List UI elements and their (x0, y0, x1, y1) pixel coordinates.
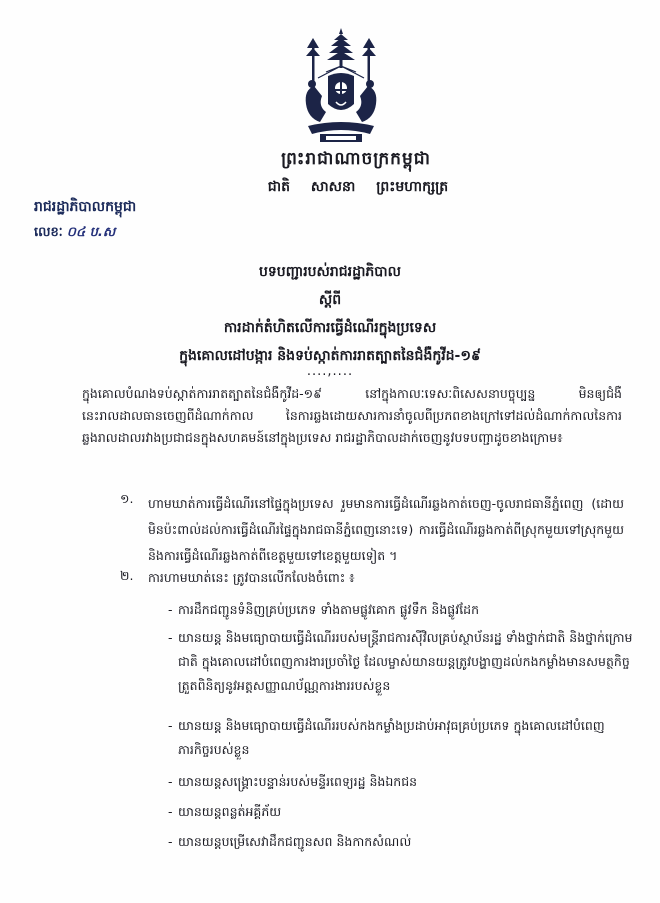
exemption-text: យានយន្ត និងមធ្យោបាយធ្វើដំណើររបស់មន្ត្រីរាជការស៊ីវិលគ្រប់ស្ថាប័នរដ្ឋ ទាំងថ្នាក់ជាតិ និងថ្នាក់ក្រោមជាតិ ក្នុងគោលដៅបំពេញការងារប្រចាំថ្ងៃ ដែលម្ចាស់យានយន្តត្រូវបង្ហាញដល់កងកម្លាំងមានសមត្ថកិច្ចត្រួតពិនិត្យនូវអត្តសញ្ញាណប័ណ្ណការងាររបស់ខ្លួន (178, 630, 633, 693)
exemption-text: យានយន្តពន្លត់អគ្គីភ័យ (178, 804, 282, 819)
exemption-bullet: - យានយន្តបម្រើសេវាដឹកជញ្ជូនសព និងកាកសំណល់ (168, 830, 634, 854)
exemption-bullet: - យានយន្តសង្គ្រោះបន្ទាន់របស់មន្ទីរពេទ្យរដ្ឋ និងឯកជន (168, 770, 634, 794)
royal-coat-of-arms-emblem (298, 26, 384, 148)
item-2-text: ការហាមឃាត់នេះ ត្រូវបានលើកលែងចំពោះ ៖ (148, 570, 355, 585)
issuing-organization: រាជរដ្ឋាភិបាលកម្ពុជា (34, 199, 137, 215)
item-1-text: ហាមឃាត់ការធ្វើដំណើរនៅផ្ទៃក្នុងប្រទេស រួមមានការធ្វើដំណើរឆ្លងកាត់ចេញ-ចូលរាជធានីភ្នំពេញ (ដោយមិនប៉ះពាល់ដល់ការធ្វើដំណើរផ្ទៃក្នុងរាជធានីភ្នំពេញនោះទេ) ការធ្វើដំណើរឆ្លងកាត់ពីស្រុកមួយទៅស្រុកមួយ និងការធ្វើដំណើរឆ្លងកាត់ពីខេត្តមួយទៅខេត្តមួយទៀត ។ (148, 496, 624, 563)
item-number-2: ២. (120, 568, 134, 583)
exemption-text: យានយន្ត និងមធ្យោបាយធ្វើដំណើររបស់កងកម្លាំងប្រដាប់អាវុធគ្រប់ប្រភេទ ក្នុងគោលដៅបំពេញភារកិច្ចរបស់ខ្លួន (178, 718, 605, 757)
exemption-bullet: - ការដឹកជញ្ជូនទំនិញគ្រប់ប្រភេទ ទាំងតាមផ្លូវគោក ផ្លូវទឹក និងផ្លូវដែក (168, 598, 634, 622)
title-separator: ....,.... (306, 364, 354, 379)
document-title: បទបញ្ជារបស់រាជរដ្ឋាភិបាល (259, 264, 401, 280)
document-subject-purpose: ក្នុងគោលដៅបង្ការ និងទប់ស្កាត់ការរាតត្បាតនៃជំងឺកូវីដ-១៩ (179, 348, 481, 364)
document-subject-label: ស្តីពី (318, 292, 342, 308)
exemption-bullet: - យានយន្តពន្លត់អគ្គីភ័យ (168, 800, 634, 824)
reference-label: លេខៈ (34, 225, 63, 240)
document-subject: ការដាក់តំហិតលើការធ្វើដំណើរក្នុងប្រទេស (223, 320, 437, 336)
reference-number (34, 224, 115, 243)
item-number-1: ១. (120, 491, 134, 506)
national-motto: ជាតិ សាសនា ព្រះមហាក្សត្រ (267, 179, 449, 195)
exemption-text: យានយន្តបម្រើសេវាដឹកជញ្ជូនសព និងកាកសំណល់ (178, 834, 412, 849)
kingdom-title: ព្រះរាជាណាចក្រកម្ពុជា (281, 149, 431, 169)
exemption-bullet: - យានយន្ត និងមធ្យោបាយធ្វើដំណើររបស់កងកម្លាំងប្រដាប់អាវុធគ្រប់ប្រភេទ ក្នុងគោលដៅបំពេញភារកិច្ចរបស់ខ្លួន (168, 714, 634, 762)
exemption-bullet: - យានយន្ត និងមធ្យោបាយធ្វើដំណើររបស់មន្ត្រីរាជការស៊ីវិលគ្រប់ស្ថាប័នរដ្ឋ ទាំងថ្នាក់ជាតិ និងថ្នាក់ក្រោមជាតិ ក្នុងគោលដៅបំពេញការងារប្រចាំថ្ងៃ ដែលម្ចាស់យានយន្តត្រូវបង្ហាញដល់កងកម្លាំងមានសមត្ថកិច្ចត្រួតពិនិត្យនូវអត្តសញ្ញាណប័ណ្ណការងាររបស់ខ្លួន (168, 626, 634, 698)
exemption-text: ការដឹកជញ្ជូនទំនិញគ្រប់ប្រភេទ ទាំងតាមផ្លូវគោក ផ្លូវទឹក និងផ្លូវដែក (178, 602, 480, 617)
exemption-text: យានយន្តសង្គ្រោះបន្ទាន់របស់មន្ទីរពេទ្យរដ្ឋ និងឯកជន (178, 774, 418, 789)
reference-value: ០៤ ប.ស (66, 225, 116, 240)
intro-paragraph: ក្នុងគោលបំណងទប់ស្កាត់ការរាតត្បាតនៃជំងឺកូវីដ-១៩ នៅក្នុងកាលៈទេសៈពិសេសនាបច្ចុប្បន្ន មិនឲ្យជំងឺនេះរាលដាលធានចេញពីដំណាក់កាល នៃការឆ្លងដោយសារការនាំចូលពីប្រភពខាងក្រៅទៅដល់ដំណាក់កាលនៃការឆ្លងរាលដាលរវាងប្រជាជនក្នុងសហគមន៍នៅក្នុងប្រទេស រាជរដ្ឋាភិបាលដាក់ចេញនូវបទបញ្ជាដូចខាងក្រោម៖ (82, 386, 622, 445)
